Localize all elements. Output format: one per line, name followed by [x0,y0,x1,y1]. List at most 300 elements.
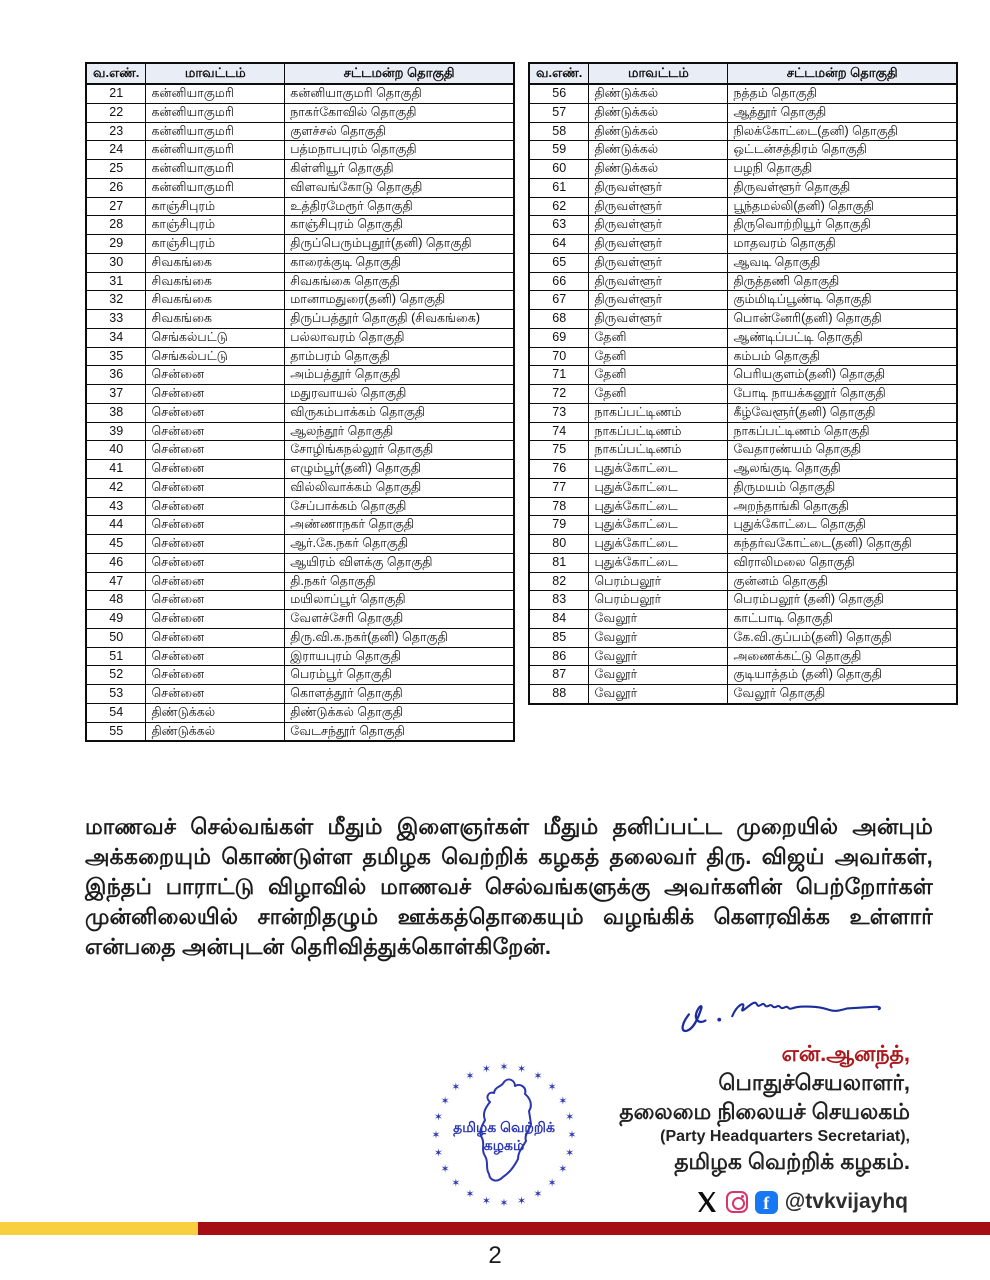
table-row [86,497,514,516]
star-icon: ✶ [440,1095,450,1108]
district-name: சென்னை [146,591,285,610]
serial-number: 43 [86,497,146,516]
district-name: தேனி [589,328,728,347]
star-icon: ✶ [533,1188,543,1201]
district-name: கன்னியாகுமரி [146,160,285,179]
constituency-name: விருகம்பாக்கம் தொகுதி [285,403,514,422]
table-row [529,441,957,460]
serial-number: 79 [529,516,589,535]
star-icon: ✶ [431,1129,441,1142]
district-name: சென்னை [146,535,285,554]
district-name: புதுக்கோட்டை [589,516,728,535]
table-row [86,628,514,647]
serial-number: 62 [529,197,589,216]
district-name: நாகப்பட்டிணம் [589,422,728,441]
serial-number: 29 [86,235,146,254]
signatory-office: தலைமை நிலையச் செயலகம் [619,1099,910,1124]
star-icon: ✶ [440,1163,450,1176]
serial-number: 64 [529,235,589,254]
district-name: சென்னை [146,647,285,666]
district-name: செங்கல்பட்டு [146,347,285,366]
serial-number: 34 [86,328,146,347]
table-row [86,516,514,535]
constituency-name: ஆத்தூர் தொகுதி [728,103,957,122]
table-row [529,122,957,141]
table-row [86,703,514,722]
serial-number: 38 [86,403,146,422]
constituency-name: அணைக்கட்டு தொகுதி [728,647,957,666]
constituency-name: ஆவடி தொகுதி [728,253,957,272]
constituency-name: பழநி தொகுதி [728,160,957,179]
table-row [86,178,514,197]
district-name: சென்னை [146,460,285,479]
constituency-name: குடியாத்தம் (தனி) தொகுதி [728,666,957,685]
serial-number: 71 [529,366,589,385]
constituency-name: அம்பத்தூர் தொகுதி [285,366,514,385]
district-name: திண்டுக்கல் [146,703,285,722]
table-row [529,84,957,103]
constituency-name: கந்தர்வகோட்டை(தனி) தொகுதி [728,535,957,554]
serial-number: 88 [529,685,589,704]
constituency-name: ஆண்டிப்பட்டி தொகுதி [728,328,957,347]
constituency-name: மானாமதுரை(தனி) தொகுதி [285,291,514,310]
seal-line-1: தமிழக வெற்றிக் [453,1119,555,1135]
table-row [86,422,514,441]
table-row [529,347,957,366]
constituency-name: ஆயிரம் விளக்கு தொகுதி [285,553,514,572]
table-row [529,160,957,179]
district-name: கன்னியாகுமரி [146,178,285,197]
constituency-name: பூந்தமல்லி(தனி) தொகுதி [728,197,957,216]
table-row [86,647,514,666]
district-name: சென்னை [146,422,285,441]
table-row [529,197,957,216]
serial-number: 39 [86,422,146,441]
serial-number: 23 [86,122,146,141]
serial-number: 82 [529,572,589,591]
serial-number: 54 [86,703,146,722]
constituency-name: மயிலாப்பூர் தொகுதி [285,591,514,610]
constituency-name: திருவொற்றியூர் தொகுதி [728,216,957,235]
constituency-name: உத்திரமேரூர் தொகுதி [285,197,514,216]
table-row [529,310,957,329]
district-name: கன்னியாகுமரி [146,103,285,122]
district-name: திண்டுக்கல் [146,722,285,741]
table-row [86,535,514,554]
serial-number: 52 [86,666,146,685]
star-icon: ✶ [499,1197,509,1210]
instagram-icon[interactable] [726,1191,748,1213]
district-name: கன்னியாகுமரி [146,84,285,103]
serial-number: 67 [529,291,589,310]
constituency-name: திருத்தணி தொகுதி [728,272,957,291]
table-row [86,460,514,479]
constituency-name: விராலிமலை தொகுதி [728,553,957,572]
district-name: சென்னை [146,610,285,629]
serial-number: 56 [529,84,589,103]
serial-number: 51 [86,647,146,666]
district-name: வேலூர் [589,647,728,666]
table-row [529,610,957,629]
serial-number: 27 [86,197,146,216]
district-name: திண்டுக்கல் [589,160,728,179]
star-icon: ✶ [533,1070,543,1083]
district-name: திண்டுக்கல் [589,103,728,122]
table [528,62,958,705]
district-name: நாகப்பட்டிணம் [589,441,728,460]
column-header: மாவட்டம் [146,63,285,84]
serial-number: 35 [86,347,146,366]
constituency-name: வில்லிவாக்கம் தொகுதி [285,478,514,497]
table-row [529,572,957,591]
district-name: திண்டுக்கல் [589,122,728,141]
constituency-name: கீழ்வேளூர்(தனி) தொகுதி [728,403,957,422]
serial-number: 37 [86,385,146,404]
district-name: திருவள்ளூர் [589,197,728,216]
announcement-paragraph: மாணவச் செல்வங்கள் மீதும் இளைஞர்கள் மீதும் தனிப்பட்ட முறையில் அன்பும் அக்கறையும் கொண்டுள்ள தமிழக வெற்றிக் கழகத் தலைவர் திரு. விஜய் அவர்கள், இந்தப் பாராட்டு விழாவில் மாணவச் செல்வங்களுக்கு அவர்களின் பெற்றோர்கள் முன்னிலையில் சான்றிதழும் ஊக்கத்தொகையும் வழங்கிக் கௌரவிக்க உள்ளார் என்பதை அன்புடன் தெரிவித்துக்கொள்கிறேன். [85,814,933,959]
table-row [86,722,514,741]
seal-line-2: கழகம் [483,1137,525,1153]
star-icon: ✶ [481,1063,491,1076]
district-name: திண்டுக்கல் [589,141,728,160]
constituency-name: திருவள்ளூர் தொகுதி [728,178,957,197]
district-name: வேலூர் [589,685,728,704]
table-row [529,516,957,535]
district-name: திருவள்ளூர் [589,216,728,235]
column-header: வ.எண். [529,63,589,84]
table-header-row [529,63,957,84]
serial-number: 30 [86,253,146,272]
table-row [86,478,514,497]
footer-bar-yellow [0,1222,198,1235]
serial-number: 75 [529,441,589,460]
serial-number: 45 [86,535,146,554]
serial-number: 76 [529,460,589,479]
district-name: தேனி [589,385,728,404]
seal-text [424,1118,584,1154]
star-icon: ✶ [516,1063,527,1076]
constituency-name: அண்ணாநகர் தொகுதி [285,516,514,535]
table-row [86,103,514,122]
column-header: சட்டமன்ற தொகுதி [728,63,957,84]
table-row [86,160,514,179]
constituency-name: நாகப்பட்டிணம் தொகுதி [728,422,957,441]
serial-number: 61 [529,178,589,197]
district-name: புதுக்கோட்டை [589,478,728,497]
district-name: சிவகங்கை [146,291,285,310]
facebook-icon[interactable]: f [755,1191,778,1214]
constituency-name: பெரியகுளம்(தனி) தொகுதி [728,366,957,385]
serial-number: 65 [529,253,589,272]
table-row [86,253,514,272]
constituency-name: பெரம்பூர் தொகுதி [285,666,514,685]
table-row [86,666,514,685]
constituency-name: ஆர்.கே.நகர் தொகுதி [285,535,514,554]
table-row [529,235,957,254]
district-name: திருவள்ளூர் [589,291,728,310]
table-row [529,366,957,385]
serial-number: 33 [86,310,146,329]
constituency-name: கிள்ளியூர் தொகுதி [285,160,514,179]
district-name: புதுக்கோட்டை [589,535,728,554]
district-name: செங்கல்பட்டு [146,328,285,347]
constituency-name: தாம்பரம் தொகுதி [285,347,514,366]
x-twitter-icon[interactable] [695,1190,719,1214]
table-row [86,122,514,141]
constituency-name: பல்லாவரம் தொகுதி [285,328,514,347]
serial-number: 74 [529,422,589,441]
district-name: சிவகங்கை [146,310,285,329]
serial-number: 46 [86,553,146,572]
table-row [86,591,514,610]
serial-number: 63 [529,216,589,235]
party-seal [424,1056,584,1216]
serial-number: 21 [86,84,146,103]
district-name: வேலூர் [589,610,728,629]
serial-number: 60 [529,160,589,179]
constituency-name: கே.வி.குப்பம்(தனி) தொகுதி [728,628,957,647]
constituency-name: எழும்பூர்(தனி) தொகுதி [285,460,514,479]
table-row [86,403,514,422]
district-name: காஞ்சிபுரம் [146,197,285,216]
signature-scribble [655,985,910,1037]
table-row [529,178,957,197]
table-row [529,272,957,291]
constituency-name: தி.நகர் தொகுதி [285,572,514,591]
serial-number: 69 [529,328,589,347]
serial-number: 58 [529,122,589,141]
district-name: சென்னை [146,385,285,404]
star-icon: ✶ [558,1163,568,1176]
district-name: பெரம்பலூர் [589,591,728,610]
serial-number: 25 [86,160,146,179]
district-name: கன்னியாகுமரி [146,141,285,160]
table-row [86,572,514,591]
district-name: திண்டுக்கல் [589,84,728,103]
constituency-name: விளவங்கோடு தொகுதி [285,178,514,197]
table-row [529,216,957,235]
serial-number: 42 [86,478,146,497]
serial-number: 32 [86,291,146,310]
serial-number: 31 [86,272,146,291]
serial-number: 41 [86,460,146,479]
district-name: காஞ்சிபுரம் [146,216,285,235]
constituency-name: திருமயம் தொகுதி [728,478,957,497]
constituency-table-left [85,62,515,742]
table-row [86,553,514,572]
table-row [529,553,957,572]
table-row [86,685,514,704]
table-row [529,103,957,122]
table-row [529,666,957,685]
serial-number: 87 [529,666,589,685]
table-row [86,216,514,235]
serial-number: 84 [529,610,589,629]
table-row [86,610,514,629]
district-name: சென்னை [146,497,285,516]
constituency-name: திண்டுக்கல் தொகுதி [285,703,514,722]
district-name: சென்னை [146,685,285,704]
table-row [529,497,957,516]
star-icon: ✶ [433,1147,443,1160]
serial-number: 66 [529,272,589,291]
constituency-name: பொன்னேரி(தனி) தொகுதி [728,310,957,329]
serial-number: 48 [86,591,146,610]
table-row [529,535,957,554]
serial-number: 70 [529,347,589,366]
constituency-name: புதுக்கோட்டை தொகுதி [728,516,957,535]
serial-number: 26 [86,178,146,197]
serial-number: 28 [86,216,146,235]
table-row [86,347,514,366]
footer-color-bar [0,1222,990,1235]
constituency-name: பத்மநாபபுரம் தொகுதி [285,141,514,160]
table-row [529,403,957,422]
district-name: சென்னை [146,553,285,572]
serial-number: 53 [86,685,146,704]
star-icon: ✶ [565,1147,575,1160]
table-row [86,385,514,404]
constituency-name: நிலக்கோட்டை(தனி) தொகுதி [728,122,957,141]
district-name: திருவள்ளூர் [589,310,728,329]
column-header: வ.எண். [86,63,146,84]
district-name: திருவள்ளூர் [589,253,728,272]
star-icon: ✶ [499,1061,509,1074]
serial-number: 78 [529,497,589,516]
constituency-table-right [528,62,958,705]
serial-number: 80 [529,535,589,554]
serial-number: 49 [86,610,146,629]
table-row [529,685,957,704]
serial-number: 47 [86,572,146,591]
constituency-name: ஆலந்தூர் தொகுதி [285,422,514,441]
constituency-name: திருப்பெரும்புதூர்(தனி) தொகுதி [285,235,514,254]
table-row [529,291,957,310]
constituency-name: திரு.வி.க.நகர்(தனி) தொகுதி [285,628,514,647]
table [85,62,515,742]
table-row [86,272,514,291]
constituency-name: நாகர்கோவில் தொகுதி [285,103,514,122]
serial-number: 77 [529,478,589,497]
district-name: சென்னை [146,628,285,647]
footer-bar-red [198,1222,990,1235]
district-name: வேலூர் [589,666,728,685]
serial-number: 55 [86,722,146,741]
star-icon: ✶ [565,1111,575,1124]
district-name: சிவகங்கை [146,272,285,291]
table-row [86,141,514,160]
district-name: காஞ்சிபுரம் [146,235,285,254]
table-row [529,422,957,441]
constituency-name: காட்பாடி தொகுதி [728,610,957,629]
star-icon: ✶ [481,1195,491,1208]
table-row [86,310,514,329]
signatory-title: பொதுச்செயலாளர், [718,1070,910,1095]
constituency-name: கும்மிடிப்பூண்டி தொகுதி [728,291,957,310]
constituency-name: கொளத்தூர் தொகுதி [285,685,514,704]
serial-number: 73 [529,403,589,422]
page-number: 2 [488,1242,502,1269]
district-name: சென்னை [146,478,285,497]
district-name: புதுக்கோட்டை [589,553,728,572]
table-row [86,84,514,103]
signatory-name: என்.ஆனந்த், [781,1041,910,1066]
serial-number: 72 [529,385,589,404]
constituency-name: காஞ்சிபுரம் தொகுதி [285,216,514,235]
serial-number: 59 [529,141,589,160]
constituency-name: அறந்தாங்கி தொகுதி [728,497,957,516]
constituency-name: சேப்பாக்கம் தொகுதி [285,497,514,516]
district-name: தேனி [589,366,728,385]
star-icon: ✶ [465,1070,475,1083]
constituency-name: திருப்பத்தூர் தொகுதி (சிவகங்கை) [285,310,514,329]
serial-number: 36 [86,366,146,385]
serial-number: 22 [86,103,146,122]
district-name: வேலூர் [589,628,728,647]
constituency-name: ஒட்டன்சத்திரம் தொகுதி [728,141,957,160]
social-handle: @tvkvijayhq [784,1190,908,1213]
star-icon: ✶ [516,1195,527,1208]
constituency-name: கம்பம் தொகுதி [728,347,957,366]
district-name: புதுக்கோட்டை [589,497,728,516]
serial-number: 68 [529,310,589,329]
district-name: சென்னை [146,403,285,422]
serial-number: 24 [86,141,146,160]
serial-number: 85 [529,628,589,647]
signatory-office-english: (Party Headquarters Secretariat), [660,1128,910,1145]
table-row [529,628,957,647]
district-name: சென்னை [146,516,285,535]
constituency-name: வேடசந்தூர் தொகுதி [285,722,514,741]
constituency-name: நத்தம் தொகுதி [728,84,957,103]
table-row [529,460,957,479]
serial-number: 81 [529,553,589,572]
constituency-name: மதுரவாயல் தொகுதி [285,385,514,404]
constituency-name: குளச்சல் தொகுதி [285,122,514,141]
district-name: தேனி [589,347,728,366]
table-row [529,253,957,272]
table-header-row [86,63,514,84]
serial-number: 50 [86,628,146,647]
star-icon: ✶ [451,1081,461,1094]
star-icon: ✶ [567,1129,577,1142]
table-row [529,385,957,404]
district-name: நாகப்பட்டிணம் [589,403,728,422]
district-name: சிவகங்கை [146,253,285,272]
constituency-name: காரைக்குடி தொகுதி [285,253,514,272]
star-icon: ✶ [465,1188,475,1201]
column-header: மாவட்டம் [589,63,728,84]
constituency-name: வேதாரண்யம் தொகுதி [728,441,957,460]
star-icon: ✶ [451,1177,461,1190]
district-name: திருவள்ளூர் [589,178,728,197]
constituency-name: சிவகங்கை தொகுதி [285,272,514,291]
constituency-name: வேலூர் தொகுதி [728,685,957,704]
district-name: சென்னை [146,666,285,685]
column-header: சட்டமன்ற தொகுதி [285,63,514,84]
district-name: சென்னை [146,441,285,460]
serial-number: 57 [529,103,589,122]
district-name: சென்னை [146,366,285,385]
table-row [86,197,514,216]
table-row [529,591,957,610]
district-name: சென்னை [146,572,285,591]
table-row [529,647,957,666]
constituency-name: சோழிங்கநல்லூர் தொகுதி [285,441,514,460]
star-icon: ✶ [547,1177,557,1190]
table-row [86,235,514,254]
table-row [86,366,514,385]
